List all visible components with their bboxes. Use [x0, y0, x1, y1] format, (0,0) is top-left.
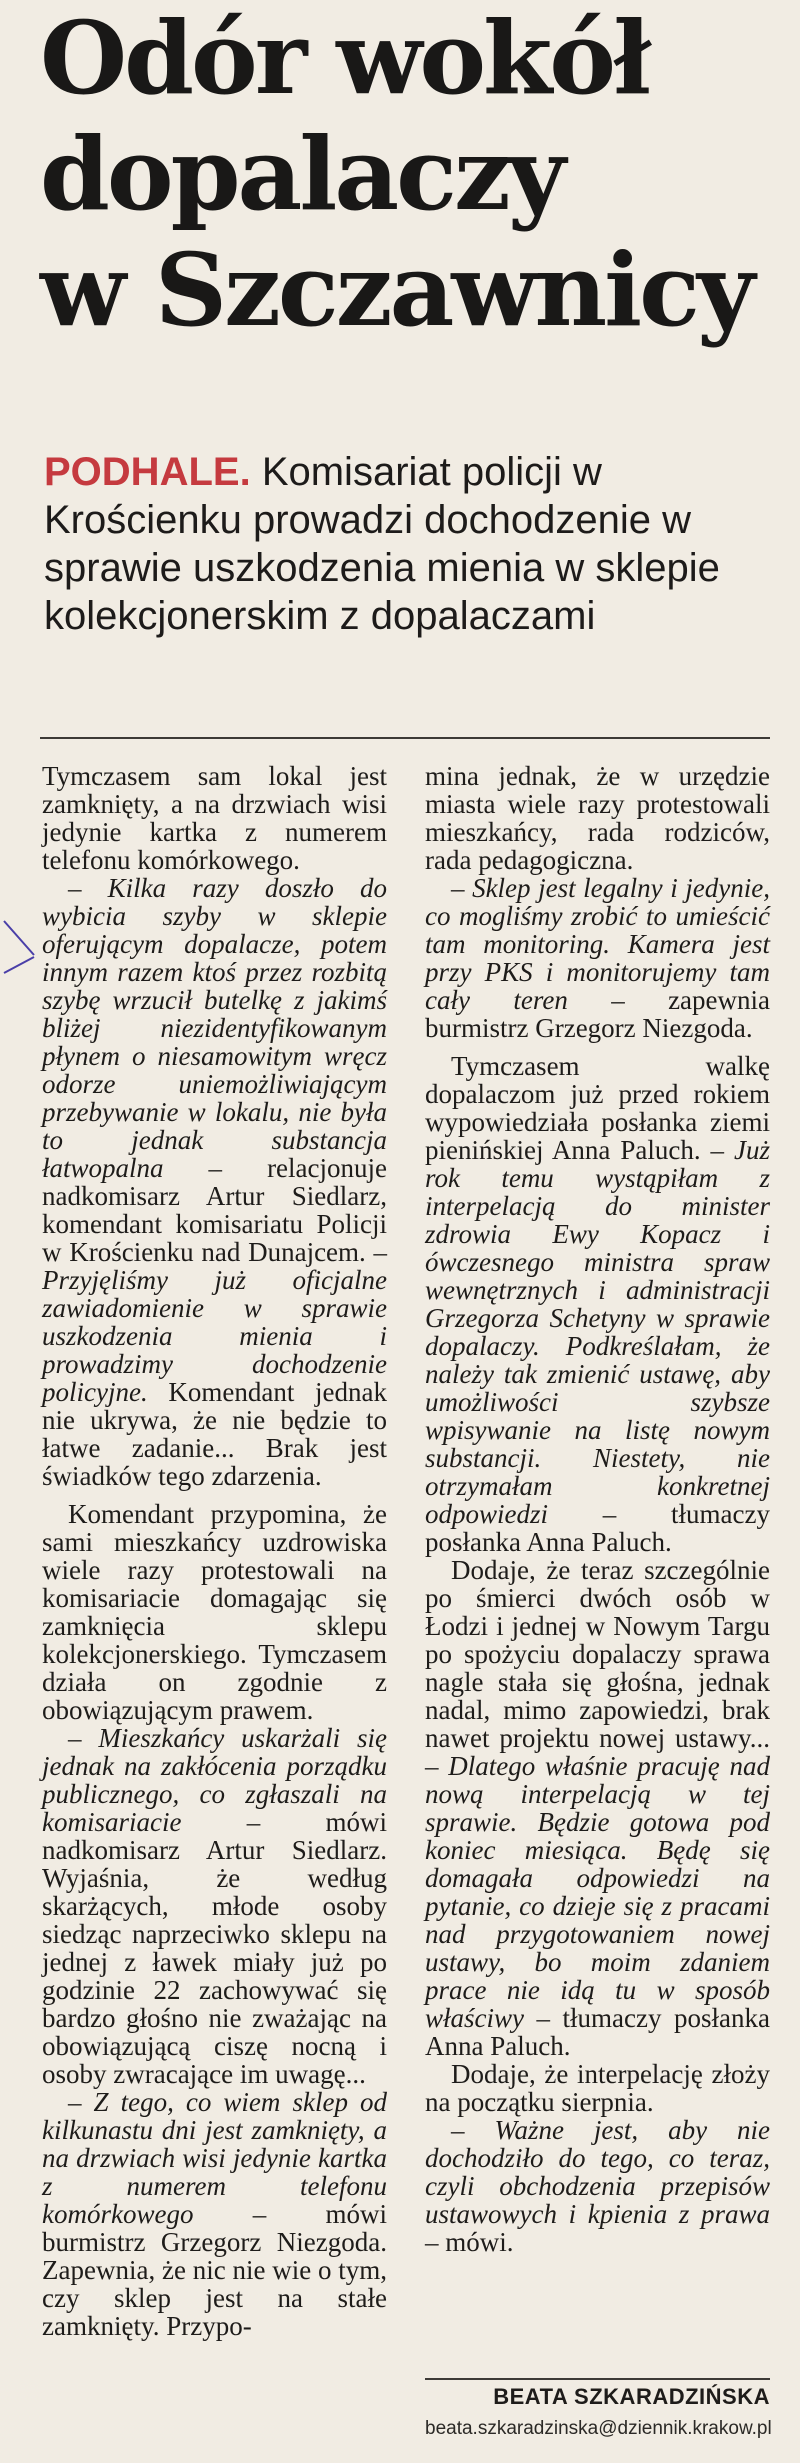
body-paragraph: Komendant przypomina, że sami mieszkańcy uzdrowiska wiele razy protestowali na komisariacie domagając się zamknięcia sklepu kolekcjonerskiego. Tymczasem działa on zgodnie z obowiązującym prawem.	[42, 1499, 387, 1725]
headline	[40, 0, 790, 348]
body-paragraph: Tymczasem walkę dopalaczom już przed rokiem wypowiedziała posłanka ziemi pienińskiej Anna Paluch. – Już rok temu wystąpiłam z interpelacją do minister zdrowia Ewy Kopacz i ówczesnego ministra spraw wewnętrznych i administracji Grzegorza Schetyny w sprawie dopalaczy. Podkreślałam, że należy tak zmienić ustawę, aby umożliwości szybsze wpisywanie na listę nowym substancji. Niestety, nie otrzymałam konkretnej odpowiedzi – tłumaczy posłanka Anna Paluch.	[425, 1051, 770, 1557]
byline-email: beata.szkaradzinska@dziennik.krakow.pl	[425, 2418, 772, 2439]
body-paragraph: Dodaje, że teraz szczególnie po śmierci dwóch osób w Łodzi i jednej w Nowym Targu po spożyciu dopalaczy sprawa nagle stała się głośna, jednak nadal, mimo zapowiedzi, brak nawet projektu nowej ustawy... – Dlatego właśnie pracuję nad nową interpelacją w tej sprawie. Będzie gotowa pod koniec miesiąca. Będę się domagała odpowiedzi na pytanie, co dzieje się z pracami nad przygotowaniem nowej ustawy, bo moim zdaniem prace nie idą tu w sposób właściwy – tłumaczy posłanka Anna Paluch.	[425, 1555, 770, 2061]
quote: – Mieszkańcy uskarżali się jednak na zakłócenia porządku publicznego, co zgłaszali na komisariacie	[42, 1723, 387, 1837]
region-kicker: PODHALE.	[44, 450, 251, 494]
headline-line-3: w Szczawnicy	[40, 231, 753, 349]
headline-line-2: dopalaczy	[40, 115, 563, 233]
body-paragraph: Tymczasem sam lokal jest zamknięty, a na drzwiach wisi jedynie kartka z numerem telefonu komórkowego.	[42, 761, 387, 875]
body-paragraph: – Kilka razy doszło do wybicia szyby w sklepie oferującym dopalacze, potem innym razem ktoś przez rozbitą szybę wrzucił butelkę z jakimś bliżej niezidentyfikowanym płynem o niesamowitym wręcz odorze uniemożliwiającym przebywanie w lokalu, nie była to jednak substancja łatwopalna – relacjonuje nadkomisarz Artur Siedlarz, komendant komisariatu Policji w Krościenku nad Dunajcem. – Przyjęliśmy już oficjalne zawiadomienie w sprawie uszkodzenia mienia i prowadzimy dochodzenie policyjne. Komendant jednak nie ukrywa, że nie będzie to łatwe zadanie... Brak jest świadków tego zdarzenia.	[42, 873, 387, 1491]
quote: – Kilka razy doszło do wybicia szyby w sklepie oferującym dopalacze, potem innym razem ktoś przez rozbitą szybę wrzucił butelkę z jakimś bliżej niezidentyfikowanym płynem o niesamowitym wręcz odorze uniemożliwiającym przebywanie w lokalu, nie była to jednak substancja łatwopalna	[42, 873, 387, 1183]
pencil-mark-icon	[0, 915, 40, 975]
quote: – Z tego, co wiem sklep od kilkunastu dni jest zamknięty, a na drzwiach wisi jedynie kartka z numerem telefonu komórkowego	[42, 2087, 387, 2229]
lead-paragraph	[44, 448, 764, 640]
lead-text: Komisariat policji w Krościenku prowadzi dochodzenie w sprawie uszkodzenia mienia w sklepie kolekcjonerskim z dopalaczami	[44, 450, 720, 638]
body-paragraph: mina jednak, że w urzędzie miasta wiele razy protestowali mieszkańcy, rada rodziców, rada pedagogiczna.	[425, 761, 770, 875]
body-paragraph: – Ważne jest, aby nie dochodziło do tego, co teraz, czyli obchodzenia przepisów ustawowych i kpienia z prawa – mówi.	[425, 2115, 770, 2257]
body-paragraph: – Z tego, co wiem sklep od kilkunastu dni jest zamknięty, a na drzwiach wisi jedynie kartka z numerem telefonu komórkowego – mówi burmistrz Grzegorz Niezgoda. Zapewnia, że nic nie wie o tym, czy sklep jest na stałe zamknięty. Przypo-	[42, 2087, 387, 2341]
headline-line-1: Odór wokół	[40, 0, 649, 117]
body-paragraph: – Sklep jest legalny i jedynie, co mogliśmy zrobić to umieścić tam monitoring. Kamera jest przy PKS i monitorujemy tam cały teren – zapewnia burmistrz Grzegorz Niezgoda.	[425, 873, 771, 1043]
quote: – Ważne jest, aby nie dochodziło do tego, co teraz, czyli obchodzenia przepisów ustawowych i kpienia z prawa	[425, 2115, 770, 2229]
byline-author: BEATA SZKARADZIŃSKA	[425, 2378, 770, 2410]
quote: – Przyjęliśmy już oficjalne zawiadomienie w sprawie uszkodzenia mienia i prowadzimy dochodzenie policyjne.	[42, 1237, 387, 1407]
article-column-left	[42, 762, 387, 2340]
quote: – Sklep jest legalny i jedynie, co mogliśmy zrobić to umieścić tam monitoring. Kamera jest przy PKS i monitorujemy tam cały teren	[425, 873, 770, 1015]
body-paragraph: – Mieszkańcy uskarżali się jednak na zakłócenia porządku publicznego, co zgłaszali na komisariacie – mówi nadkomisarz Artur Siedlarz. Wyjaśnia, że według skarżących, młode osoby siedząc naprzeciwko sklepu na jednej z ławek miały już po godzinie 22 zachowywać się bardzo głośno nie zważając na obowiązującą ciszę nocną i osoby zwracające im uwagę...	[42, 1723, 387, 2089]
quote: – Już rok temu wystąpiłam z interpelacją do minister zdrowia Ewy Kopacz i ówczesnego ministra spraw wewnętrznych i administracji Grzegorza Schetyny w sprawie dopalaczy. Podkreślałam, że należy tak zmienić ustawę, aby umożliwości szybsze wpisywanie na listę nowym substancji. Niestety, nie otrzymałam konkretnej odpowiedzi	[425, 1135, 770, 1529]
lead-divider	[40, 737, 770, 739]
article-column-right	[425, 762, 770, 2256]
quote: – Dlatego właśnie pracuję nad nową interpelacją w tej sprawie. Będzie gotowa pod koniec miesiąca. Będę się domagała odpowiedzi na pytanie, co dzieje się z pracami nad przygotowaniem nowej ustawy, bo moim zdaniem prace nie idą tu w sposób właściwy	[425, 1751, 770, 2033]
body-paragraph: Dodaje, że interpelację złoży na początku sierpnia.	[425, 2059, 770, 2117]
